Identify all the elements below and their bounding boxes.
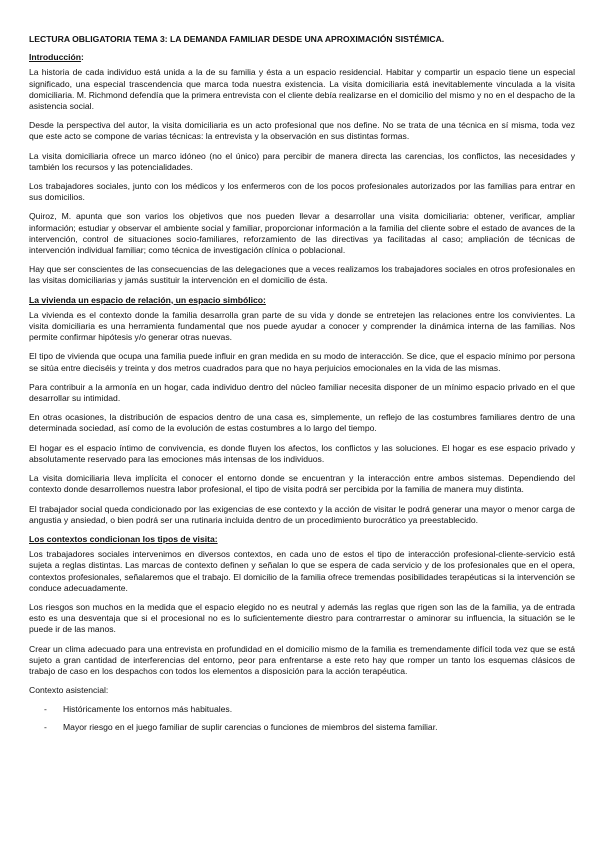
paragraph: Desde la perspectiva del autor, la visita domiciliaria es un acto profesional que nos define. No se trata de una técnica en sí misma, toda vez que este acto se compone de varias técnicas: la entrevista y la observación en sus distintas formas. <box>29 120 575 142</box>
paragraph: El tipo de vivienda que ocupa una familia puede influir en gran medida en su modo de interacción. Se dice, que el espacio mínimo por persona se sitúa entre dieciséis y treinta y dos metros cuadrados para que no haya perjuicios emocionales en la vida de las mismas. <box>29 351 575 373</box>
subheading: Contexto asistencial: <box>29 685 109 696</box>
section-heading-colon: : <box>81 52 84 63</box>
section-heading <box>29 52 575 63</box>
section-heading-text: Introducción <box>29 52 82 63</box>
paragraph: La historia de cada individuo está unida a la de su familia y ésta a un espacio residencial. Habitar y compartir un espacio tiene un especial significado, una especial trascendencia que marca toda nuestra existencia. La visita domiciliaria está inevitablemente vinculada a la visita domiciliaria. M. Richmond defendía que la primera entrevista con el cliente debía realizarse en el domicilio del mismo y no en el despacho de la asistencia social. <box>29 67 575 112</box>
paragraph: La visita domiciliaria lleva implícita el conocer el entorno donde se encuentran y la interacción entre ambos sistemas. Dependiendo del contexto donde desarrollemos nuestra labor profesional, el tipo de visita podrá ser percibida por la familia de manera muy distinta. <box>29 473 575 495</box>
section-vivienda <box>29 295 575 526</box>
paragraph: El trabajador social queda condicionado por las exigencias de ese contexto y la acción de visitar le podrá generar una mayor o menor carga de angustia y ansiedad, o bien podrá ser una rutinaria incluida dentro de un procedimiento burocrático ya preestablecido. <box>29 503 575 525</box>
section-introduccion <box>29 52 575 286</box>
bullet-list <box>29 704 575 732</box>
list-item-text: Históricamente los entornos más habituales. <box>63 704 233 715</box>
document-content <box>29 34 575 739</box>
list-item <box>29 704 575 715</box>
paragraph: Los trabajadores sociales, junto con los médicos y los enfermeros con de los pocos profesionales autorizados por las familias para entrar en sus domicilios. <box>29 181 575 203</box>
paragraph: Para contribuir a la armonía en un hogar, cada individuo dentro del núcleo familiar necesita disponer de un mínimo espacio privado en el que desarrollar su intimidad. <box>29 381 575 404</box>
paragraph: Hay que ser conscientes de las consecuencias de las delegaciones que a veces realizamos los trabajadores sociales en otros profesionales en las visitas domiciliarias y jamás sustituir la intervención en el domicilio de ésta. <box>29 264 575 286</box>
section-heading: Los contextos condicionan los tipos de visita: <box>29 533 218 544</box>
paragraph: La vivienda es el contexto donde la familia desarrolla gran parte de su vida y donde se entretejen las relaciones entre los convivientes. La visita domiciliaria es una herramienta fundamental que nos puede ayudar a conocer y comprender la dinámica interna de las familias. Nos permite confirmar hipótesis y/o generar otras nuevas. <box>29 309 575 343</box>
paragraph: El hogar es el espacio íntimo de convivencia, es donde fluyen los afectos, los conflictos y las soluciones. El hogar es ese espacio privado y absolutamente reservado para las emociones más intensas de los individuos. <box>29 442 575 464</box>
paragraph: La visita domiciliaria ofrece un marco idóneo (no el único) para percibir de manera directa las carencias, los conflictos, las necesidades y también los recursos y las potencialidades. <box>29 150 575 172</box>
paragraph: Crear un clima adecuado para una entrevista en profundidad en el domicilio mismo de la familia es tremendamente difícil toda vez que se está sujeto a gran cantidad de interferencias del entorno, peor para enfrentarse a este reto hay que romper un tanto los esquemas clásicos de trabajo de caso en los despachos con todos los elementos a disposición para la acción terapéutica. <box>29 643 575 676</box>
paragraph: Los riesgos son muchos en la medida que el espacio elegido no es neutral y además las reglas que rigen son las de la familia, ya de entrada esto es una desventaja que si el procesional no es lo suficientemente diestro para contrarrestar o aminorar su influencia, la situación se le puede ir de las manos. <box>29 601 575 635</box>
paragraph: En otras ocasiones, la distribución de espacios dentro de una casa es, simplemente, un reflejo de las costumbres familiares dentro de una determinada sociedad, así como de la evolución de estas costumbres a lo largo del tiempo. <box>29 412 575 434</box>
bullet-marker: - <box>44 721 47 732</box>
section-contextos <box>29 534 575 733</box>
section-heading: La vivienda un espacio de relación, un espacio simbólico: <box>29 294 266 305</box>
paragraph: Quiroz, M. apunta que son varios los objetivos que nos pueden llevar a desarrollar una visita domiciliaria: obtener, verificar, ampliar información; estudiar y observar el ambiente social y familiar, proporcionar información a la familia del cliente sobre el estado de avances de la intervención, control de situaciones socio-familiares, reforzamiento de las directivas ya facilitadas al caso; ampliación de técnicas de intervención individual familiar; como técnica de investigación clínica o poblacional. <box>29 211 575 256</box>
paragraph: Los trabajadores sociales intervenimos en diversos contextos, en cada uno de estos el tipo de interacción profesional-cliente-servicio está sujeta a reglas distintas. Las marcas de contexto definen y señalan lo que se espera de cada servicio y de los profesionales que en el opera, contextos profesionales, señalaremos que el trabajo. El domicilio de la familia ofrece tremendas posibilidades terapéuticas si la intervención se conduce adecuadamente. <box>29 549 575 593</box>
document-title: LECTURA OBLIGATORIA TEMA 3: LA DEMANDA FAMILIAR DESDE UNA APROXIMACIÓN SISTÉMICA. <box>29 34 445 44</box>
list-item-text: Mayor riesgo en el juego familiar de suplir carencias o funciones de miembros del sistema familiar. <box>63 721 438 732</box>
list-item <box>29 722 575 733</box>
bullet-marker: - <box>44 704 47 715</box>
